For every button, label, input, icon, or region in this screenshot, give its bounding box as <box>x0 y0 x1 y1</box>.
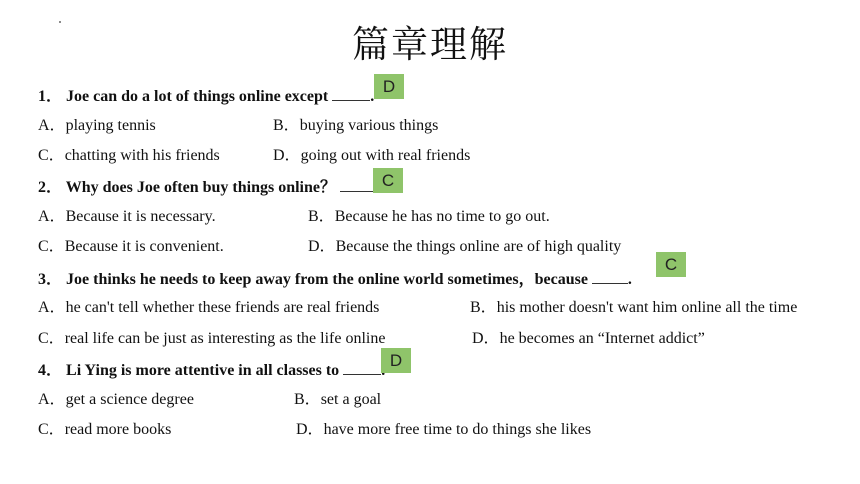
question-1 <box>38 85 374 107</box>
option-4c: C．read more books <box>38 421 172 438</box>
option-1d: D．going out with real friends <box>273 147 471 164</box>
question-number: 3． <box>38 271 63 288</box>
option-2b: B．Because he has no time to go out. <box>308 208 550 225</box>
option-3b: B．his mother doesn't want him online all the time <box>470 299 798 316</box>
option-2a: A．Because it is necessary. <box>38 208 216 225</box>
option-2d: D．Because the things online are of high quality <box>308 238 622 255</box>
question-stem: Li Ying is more attentive in all classes to <box>66 362 340 379</box>
answer-blank <box>340 176 376 192</box>
question-2 <box>38 176 376 198</box>
question-stem: Joe can do a lot of things online except <box>66 88 329 105</box>
answer-badge-3: C <box>656 252 686 277</box>
question-number: 2． <box>38 179 63 196</box>
option-4d: D．have more free time to do things she likes <box>296 421 592 438</box>
question-end: . <box>627 271 632 288</box>
question-stem: Why does Joe often buy things online？ <box>65 179 337 196</box>
option-1b: B．buying various things <box>273 117 439 134</box>
option-4b: B．set a goal <box>294 391 382 408</box>
answer-badge-1: D <box>374 74 404 99</box>
question-end: . <box>370 88 375 105</box>
answer-badge-2: C <box>373 168 403 193</box>
answer-badge-4: D <box>381 348 411 373</box>
option-3c: C．real life can be just as interesting as the life online <box>38 330 386 347</box>
answer-blank <box>343 359 381 375</box>
option-1a: A．playing tennis <box>38 117 156 134</box>
question-stem: Joe thinks he needs to keep away from the online world sometimes，because <box>66 271 588 288</box>
answer-blank <box>332 85 370 101</box>
question-number: 4． <box>38 362 63 379</box>
option-3d: D．he becomes an “Internet addict” <box>472 330 705 347</box>
option-3a: A．he can't tell whether these friends are real friends <box>38 299 380 316</box>
option-2c: C．Because it is convenient. <box>38 238 224 255</box>
question-number: 1． <box>38 88 63 105</box>
page-title: 篇章理解 <box>352 23 508 66</box>
answer-blank <box>592 268 628 284</box>
option-4a: A．get a science degree <box>38 391 194 408</box>
option-1c: C．chatting with his friends <box>38 147 220 164</box>
question-3 <box>38 268 632 290</box>
question-4 <box>38 359 385 381</box>
